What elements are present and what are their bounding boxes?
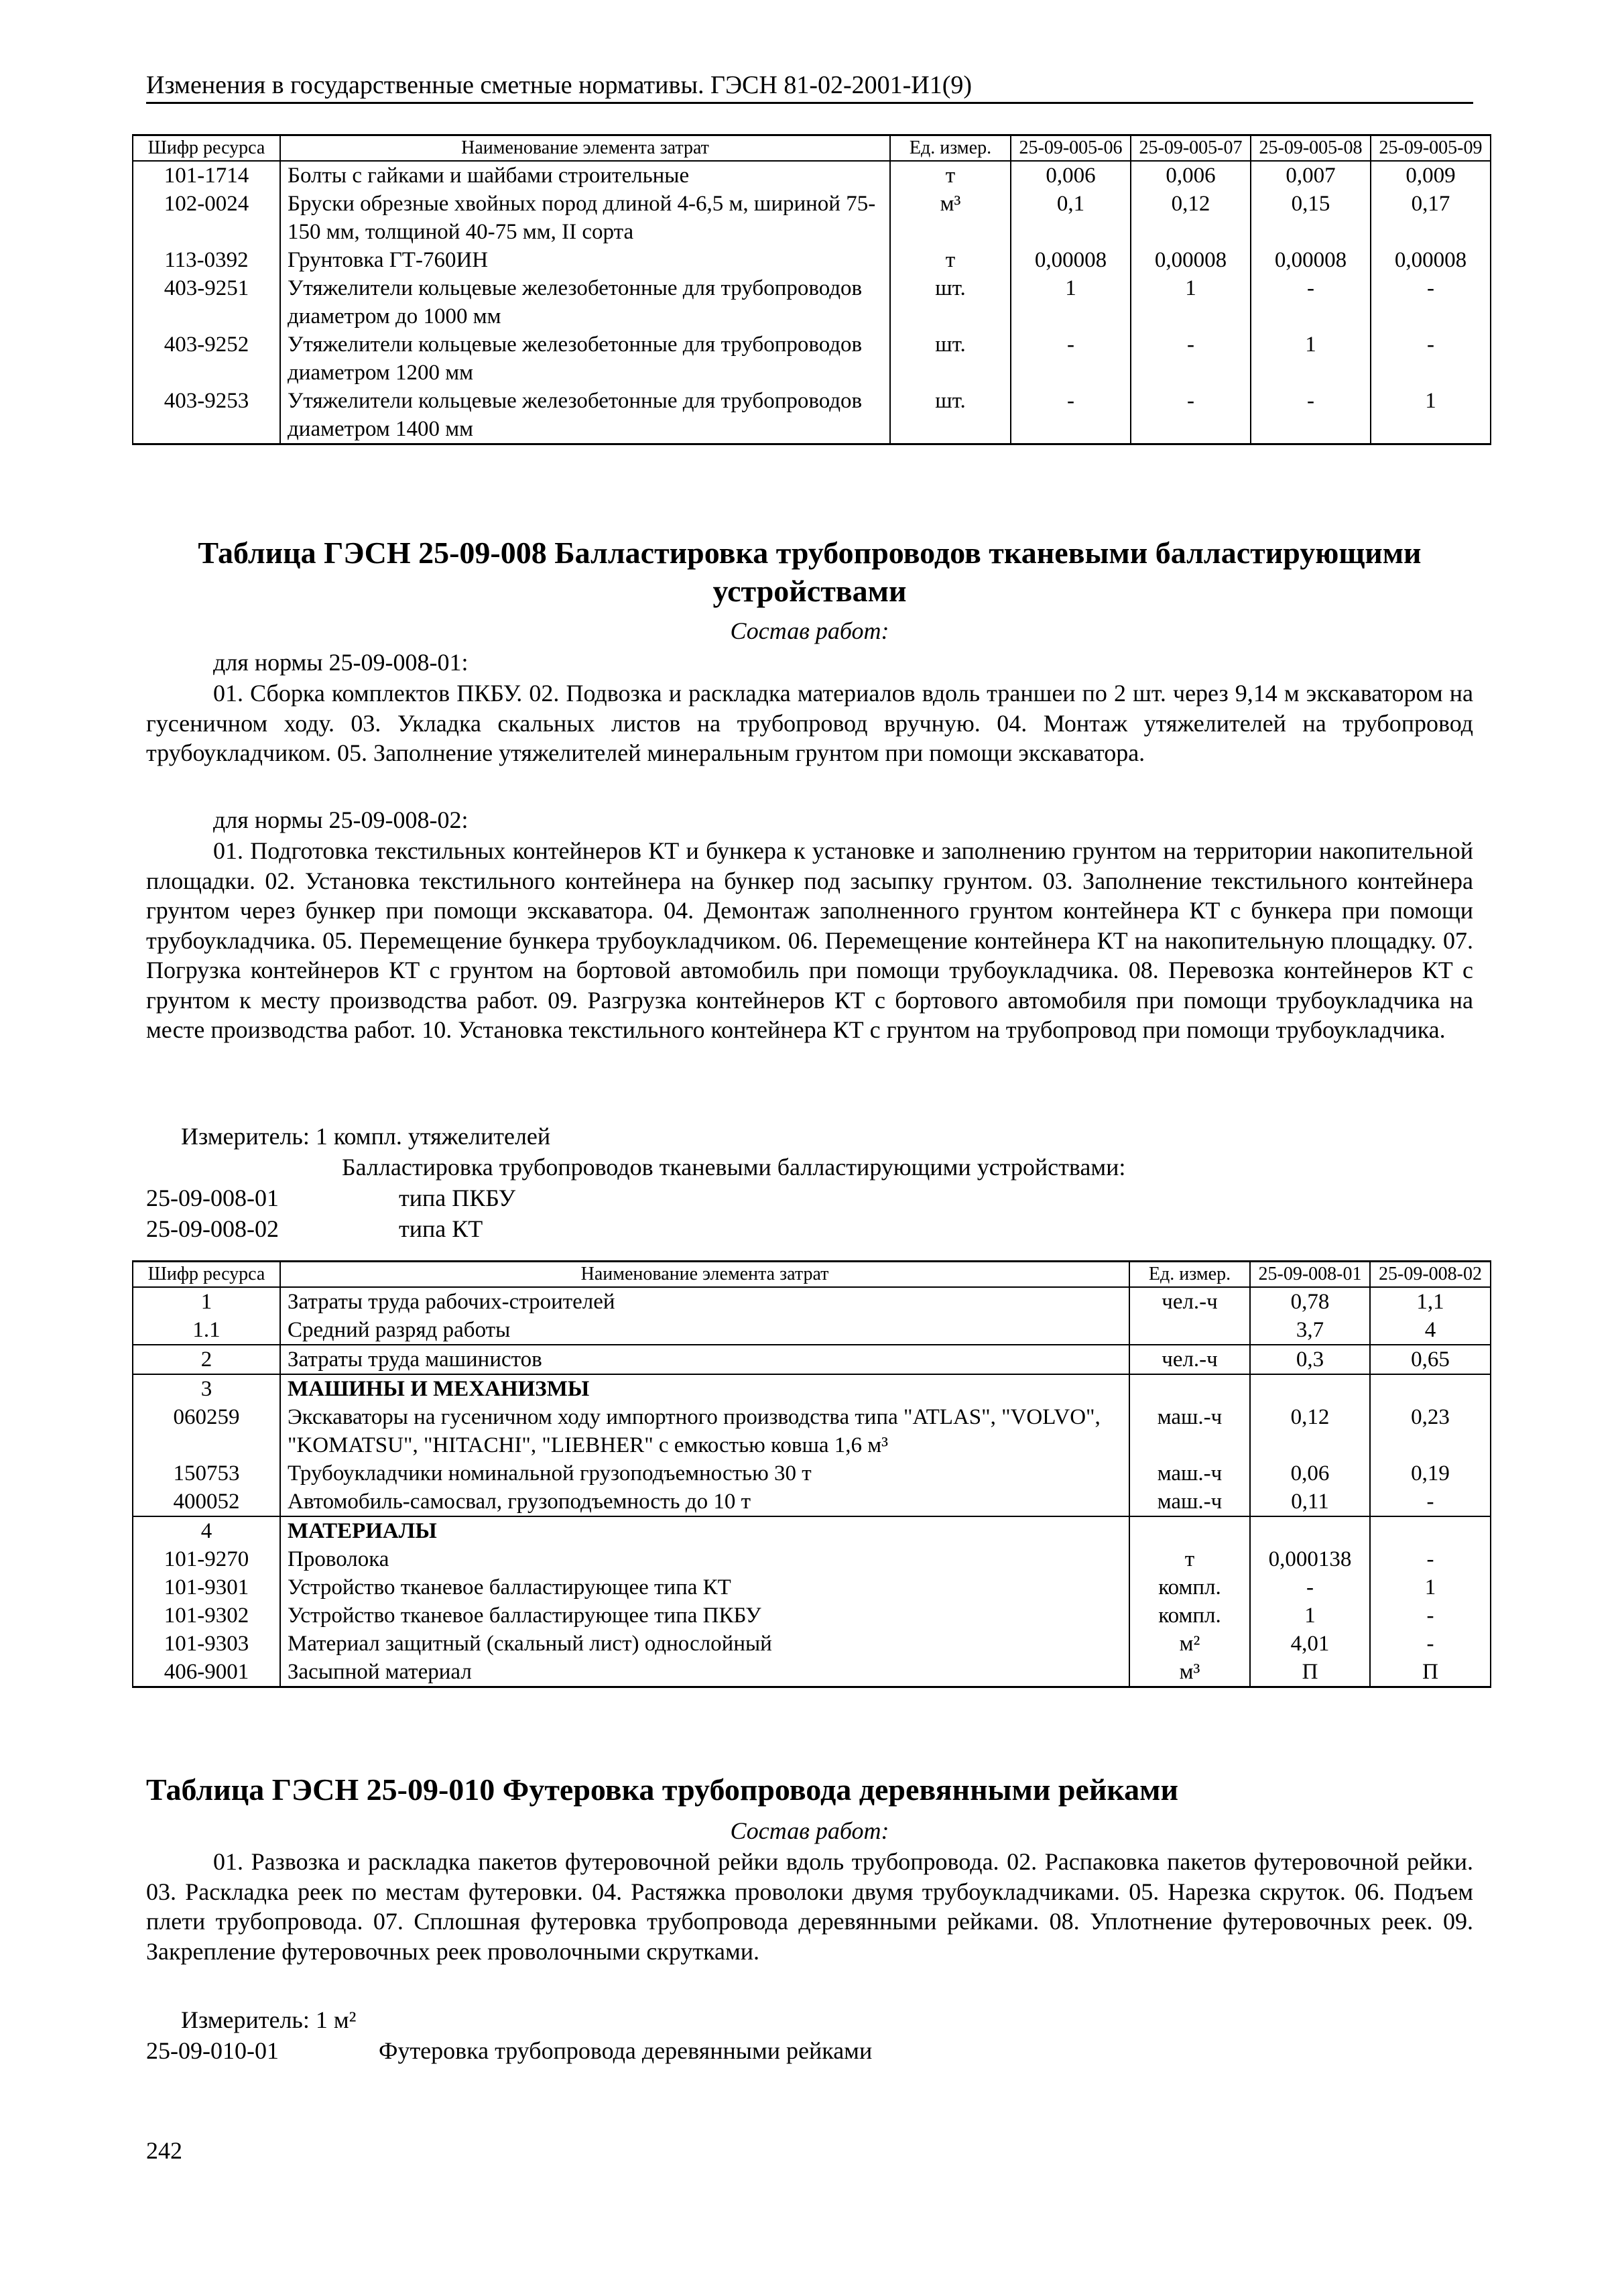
column-header: Ед. измер.	[1129, 1262, 1250, 1288]
section-title-25-09-010: Таблица ГЭСН 25-09-010 Футеровка трубопровода деревянными рейками	[146, 1772, 1178, 1807]
value-cell: П	[1250, 1658, 1370, 1687]
resource-name: Устройство тканевое балластирующее типа ПКБУ	[280, 1602, 1129, 1630]
value-cell: -	[1011, 330, 1131, 387]
norms-caption: Балластировка трубопроводов тканевыми балластирующими устройствами:	[342, 1154, 1126, 1181]
value-cell: 0,19	[1370, 1459, 1491, 1488]
norm-label: типа КТ	[399, 1215, 483, 1242]
value-cell: -	[1131, 330, 1251, 387]
value-cell: 0,00008	[1131, 246, 1251, 274]
table-row	[133, 387, 1491, 444]
norm-label-01: для нормы 25-09-008-01:	[213, 649, 469, 676]
section-title-25-09-008: Таблица ГЭСН 25-09-008 Балластировка трубопроводов тканевыми балластирующими	[198, 536, 1422, 570]
value-cell: 1	[1371, 387, 1491, 444]
value-cell: 0,06	[1250, 1459, 1370, 1488]
value-cell: 0,65	[1370, 1345, 1491, 1374]
resource-name: Утяжелители кольцевые железобетонные для трубопроводов диаметром 1400 мм	[280, 387, 890, 444]
resource-table-25-09-008	[132, 1260, 1491, 1688]
work-description-010: 01. Развозка и раскладка пакетов футеровочной рейки вдоль трубопровода. 02. Распаковка пакетов футеровочной рейки. 03. Раскладка реек по местам футеровки. 04. Растяжка проволоки двумя трубоукладчиками. 05. Нарезка скруток. 06. Подъем плети трубопровода. 07. Сплошная футеровка трубопровода деревянными рейками. 08. Уплотнение футеровочных реек. 09. Закрепление футеровочных реек проволочными скрутками.	[146, 1848, 1473, 1965]
unit: шт.	[890, 330, 1011, 387]
column-header: Шифр ресурса	[133, 135, 280, 162]
resource-name: Болты с гайками и шайбами строительные	[280, 161, 890, 190]
norm-code: 25-09-008-02	[146, 1215, 279, 1242]
column-header: 25-09-005-06	[1011, 135, 1131, 162]
value-cell: 0,78	[1250, 1287, 1370, 1316]
value-cell: 4,01	[1250, 1630, 1370, 1658]
value-cell: 0,23	[1370, 1403, 1491, 1459]
table-header-row	[133, 1262, 1491, 1288]
resource-code: 101-9302	[133, 1602, 280, 1630]
unit: компл.	[1129, 1573, 1250, 1602]
value-cell: П	[1370, 1658, 1491, 1687]
column-header: 25-09-008-01	[1250, 1262, 1370, 1288]
column-header: 25-09-005-07	[1131, 135, 1251, 162]
resource-table-25-09-005	[132, 134, 1491, 445]
value-cell: 1	[1250, 1602, 1370, 1630]
value-cell	[1250, 1516, 1370, 1545]
value-cell	[1370, 1516, 1491, 1545]
unit: маш.-ч	[1129, 1459, 1250, 1488]
value-cell: 0,3	[1250, 1345, 1370, 1374]
column-header: Ед. измер.	[890, 135, 1011, 162]
value-cell: 0,00008	[1011, 246, 1131, 274]
norm-label-02: для нормы 25-09-008-02:	[213, 806, 469, 833]
column-header: 25-09-005-09	[1371, 135, 1491, 162]
norm-code: 25-09-010-01	[146, 2037, 279, 2064]
resource-code: 400052	[133, 1488, 280, 1516]
value-cell: 0,15	[1251, 190, 1371, 246]
table-row	[133, 1316, 1491, 1345]
table-row	[133, 1403, 1491, 1459]
resource-name: Экскаваторы на гусеничном ходу импортного производства типа "ATLAS", "VOLVO", "KOMATSU", "HITACHI", "LIEBHER" с емкостью ковша 1,6 м³	[280, 1403, 1129, 1459]
value-cell: 0,006	[1011, 161, 1131, 190]
norm-label: Футеровка трубопровода деревянными рейками	[379, 2037, 873, 2064]
value-cell: -	[1370, 1545, 1491, 1573]
unit	[1129, 1316, 1250, 1345]
value-cell: 0,00008	[1251, 246, 1371, 274]
value-cell: 0,006	[1131, 161, 1251, 190]
resource-code: 406-9001	[133, 1658, 280, 1687]
table-row	[133, 1602, 1491, 1630]
resource-code: 102-0024	[133, 190, 280, 246]
unit: чел.-ч	[1129, 1287, 1250, 1316]
unit: компл.	[1129, 1602, 1250, 1630]
norm-code: 25-09-008-01	[146, 1185, 279, 1211]
resource-code: 101-1714	[133, 161, 280, 190]
resource-code: 403-9253	[133, 387, 280, 444]
value-cell: -	[1371, 274, 1491, 330]
value-cell	[1370, 1374, 1491, 1403]
value-cell: -	[1370, 1630, 1491, 1658]
value-cell: 4	[1370, 1316, 1491, 1345]
resource-name: Грунтовка ГТ-760ИН	[280, 246, 890, 274]
unit: т	[890, 161, 1011, 190]
table-row	[133, 1545, 1491, 1573]
page-header: Изменения в государственные сметные нормативы. ГЭСН 81-02-2001-И1(9)	[146, 68, 1473, 104]
value-cell: 0,000138	[1250, 1545, 1370, 1573]
resource-code: 403-9251	[133, 274, 280, 330]
resource-code: 150753	[133, 1459, 280, 1488]
table-row	[133, 190, 1491, 246]
unit: маш.-ч	[1129, 1488, 1250, 1516]
value-cell: 0,00008	[1371, 246, 1491, 274]
table-row	[133, 161, 1491, 190]
column-header: 25-09-005-08	[1251, 135, 1371, 162]
value-cell: -	[1371, 330, 1491, 387]
unit	[1129, 1374, 1250, 1403]
resource-name: Утяжелители кольцевые железобетонные для трубопроводов диаметром до 1000 мм	[280, 274, 890, 330]
table-row	[133, 1488, 1491, 1516]
resource-code: 3	[133, 1374, 280, 1403]
resource-code: 113-0392	[133, 246, 280, 274]
value-cell: 1	[1131, 274, 1251, 330]
resource-code: 403-9252	[133, 330, 280, 387]
value-cell: -	[1251, 387, 1371, 444]
value-cell: 1,1	[1370, 1287, 1491, 1316]
resource-code: 060259	[133, 1403, 280, 1459]
resource-code: 4	[133, 1516, 280, 1545]
resource-code: 101-9270	[133, 1545, 280, 1573]
work-description-02: 01. Подготовка текстильных контейнеров КТ и бункера к установке и заполнению грунтом на территории накопительной площадки. 02. Установка текстильного контейнера на бункер под засыпку грунтом. 03. Заполнение текстильного контейнера грунтом через бункер при помощи экскаватора. 04. Демонтаж заполненного грунтом контейнера КТ с бункера при помощи трубоукладчика. 05. Перемещение бункера трубоукладчиком. 06. Перемещение контейнера КТ на накопительную площадку. 07. Погрузка контейнеров КТ с грунтом на бортовой автомобиль при помощи трубоукладчика. 08. Перевозка контейнеров КТ с грунтом к месту производства работ. 09. Разгрузка контейнеров КТ с бортового автомобиля при помощи трубоукладчика на месте производства работ. 10. Установка текстильного контейнера КТ с грунтом на трубопровод при помощи трубоукладчика.	[146, 837, 1473, 1043]
value-cell: 0,12	[1131, 190, 1251, 246]
column-header: Наименование элемента затрат	[280, 135, 890, 162]
value-cell: 0,11	[1250, 1488, 1370, 1516]
resource-name: Затраты труда рабочих-строителей	[280, 1287, 1129, 1316]
column-header: Наименование элемента затрат	[280, 1262, 1129, 1288]
table-row	[133, 1630, 1491, 1658]
resource-name: Проволока	[280, 1545, 1129, 1573]
resource-name: Средний разряд работы	[280, 1316, 1129, 1345]
value-cell: 0,12	[1250, 1403, 1370, 1459]
unit: м³	[1129, 1658, 1250, 1687]
resource-code: 101-9301	[133, 1573, 280, 1602]
table-row	[133, 1287, 1491, 1316]
section-heading: МАТЕРИАЛЫ	[280, 1516, 1129, 1545]
unit	[1129, 1516, 1250, 1545]
table-row	[133, 246, 1491, 274]
unit: чел.-ч	[1129, 1345, 1250, 1374]
value-cell: 1	[1251, 330, 1371, 387]
resource-name: Устройство тканевое балластирующее типа КТ	[280, 1573, 1129, 1602]
resource-name: Утяжелители кольцевые железобетонные для трубопроводов диаметром 1200 мм	[280, 330, 890, 387]
value-cell: -	[1370, 1488, 1491, 1516]
value-cell	[1250, 1374, 1370, 1403]
value-cell: 0,007	[1251, 161, 1371, 190]
value-cell: 3,7	[1250, 1316, 1370, 1345]
work-description-01: 01. Сборка комплектов ПКБУ. 02. Подвозка и раскладка материалов вдоль траншеи по 2 шт. через 9,14 м экскаватором на гусеничном ходу. 03. Укладка скальных листов на трубопровод вручную. 04. Монтаж утяжелителей на трубопровод трубоукладчиком. 05. Заполнение утяжелителей минеральным грунтом при помощи экскаватора.	[146, 680, 1473, 766]
table-row	[133, 330, 1491, 387]
unit: шт.	[890, 274, 1011, 330]
value-cell: 0,009	[1371, 161, 1491, 190]
table-row	[133, 1573, 1491, 1602]
table-row	[133, 1345, 1491, 1374]
resource-name: Материал защитный (скальный лист) однослойный	[280, 1630, 1129, 1658]
measurement-unit: Измеритель: 1 м²	[181, 2006, 357, 2033]
value-cell: 0,17	[1371, 190, 1491, 246]
table-row	[133, 1658, 1491, 1687]
norm-label: типа ПКБУ	[399, 1185, 516, 1211]
section-title-25-09-008-cont: устройствами	[712, 574, 907, 608]
unit: т	[1129, 1545, 1250, 1573]
table-row	[133, 1459, 1491, 1488]
resource-code: 2	[133, 1345, 280, 1374]
value-cell: -	[1370, 1602, 1491, 1630]
composition-heading: Состав работ:	[730, 1817, 889, 1844]
resource-name: Бруски обрезные хвойных пород длиной 4-6,5 м, шириной 75-150 мм, толщиной 40-75 мм, II сорта	[280, 190, 890, 246]
unit: м²	[1129, 1630, 1250, 1658]
resource-code: 1	[133, 1287, 280, 1316]
resource-name: Автомобиль-самосвал, грузоподъемность до 10 т	[280, 1488, 1129, 1516]
value-cell: -	[1251, 274, 1371, 330]
unit: т	[890, 246, 1011, 274]
value-cell: -	[1250, 1573, 1370, 1602]
resource-name: Засыпной материал	[280, 1658, 1129, 1687]
value-cell: 1	[1370, 1573, 1491, 1602]
table-row	[133, 1516, 1491, 1545]
value-cell: 0,1	[1011, 190, 1131, 246]
column-header: 25-09-008-02	[1370, 1262, 1491, 1288]
value-cell: -	[1131, 387, 1251, 444]
table-header-row	[133, 135, 1491, 162]
section-heading: МАШИНЫ И МЕХАНИЗМЫ	[280, 1374, 1129, 1403]
value-cell: -	[1011, 387, 1131, 444]
resource-code: 1.1	[133, 1316, 280, 1345]
unit: шт.	[890, 387, 1011, 444]
measurement-unit: Измеритель: 1 компл. утяжелителей	[181, 1123, 551, 1150]
column-header: Шифр ресурса	[133, 1262, 280, 1288]
table-row	[133, 1374, 1491, 1403]
unit: м³	[890, 190, 1011, 246]
page-number: 242	[146, 2137, 182, 2164]
table-row	[133, 274, 1491, 330]
unit: маш.-ч	[1129, 1403, 1250, 1459]
resource-name: Трубоукладчики номинальной грузоподъемностью 30 т	[280, 1459, 1129, 1488]
value-cell: 1	[1011, 274, 1131, 330]
resource-code: 101-9303	[133, 1630, 280, 1658]
resource-name: Затраты труда машинистов	[280, 1345, 1129, 1374]
composition-heading: Состав работ:	[730, 617, 889, 644]
